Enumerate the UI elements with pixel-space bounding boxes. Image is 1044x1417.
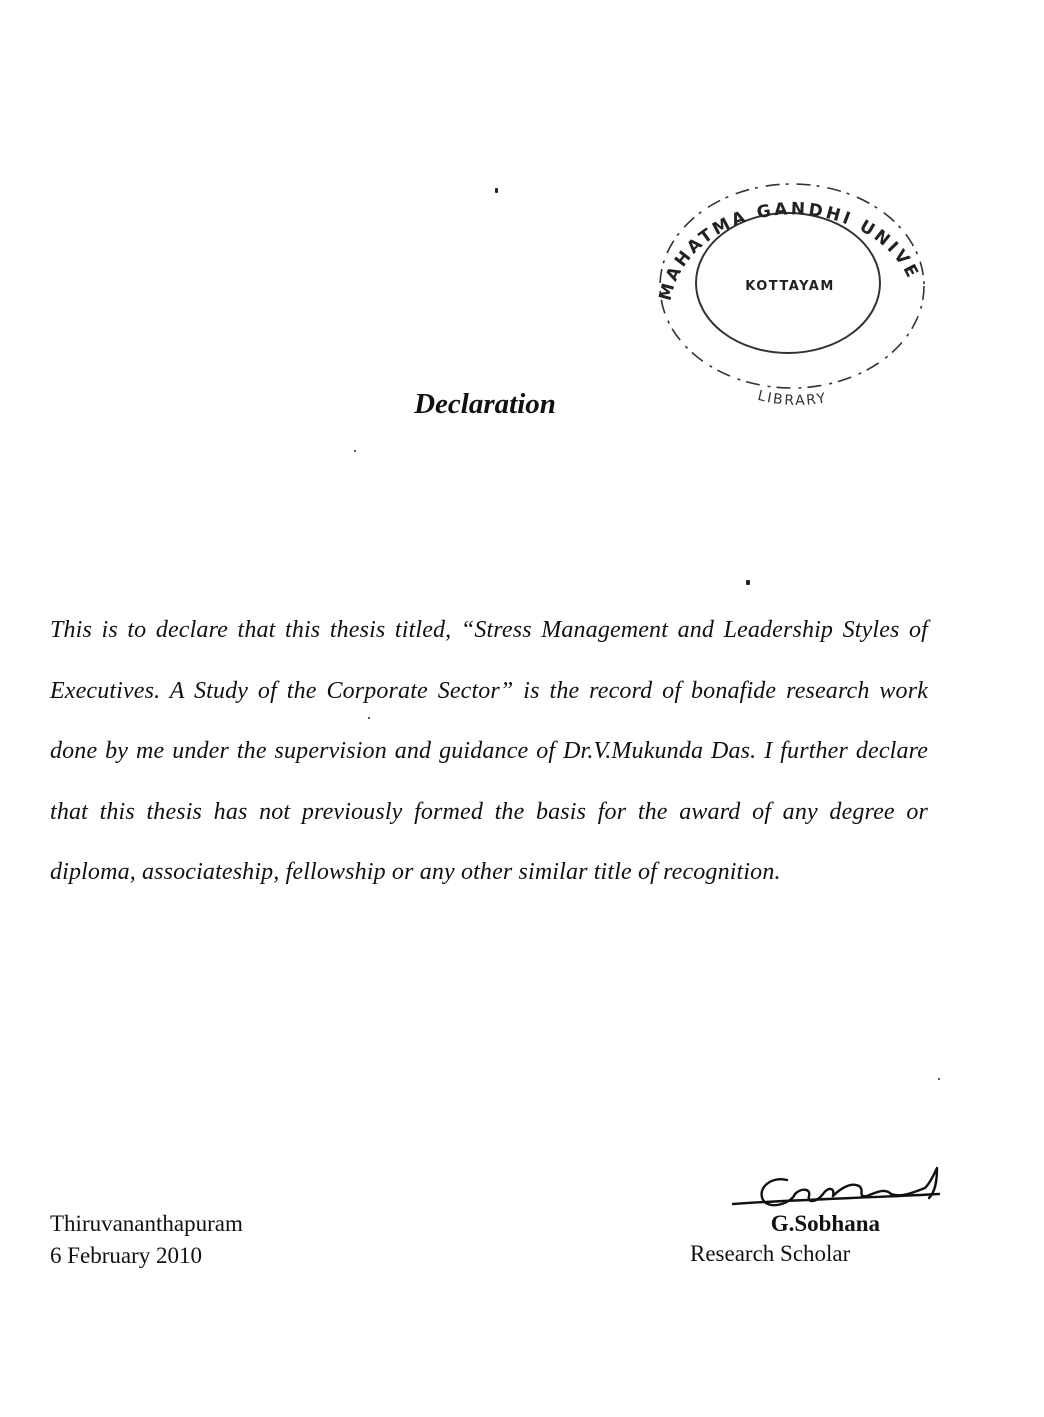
university-seal <box>640 178 945 408</box>
signer-role: Research Scholar <box>690 1241 851 1266</box>
scan-speck <box>938 1078 940 1080</box>
page-title: Declaration <box>414 388 556 420</box>
scan-speck <box>495 188 498 193</box>
scan-speck <box>354 450 356 452</box>
place-date-block <box>50 1208 243 1272</box>
place-text: Thiruvananthapuram <box>50 1211 243 1236</box>
scan-speck <box>746 580 750 585</box>
signer-name: G.Sobhana <box>770 1211 880 1236</box>
date-text: 6 February 2010 <box>50 1243 203 1268</box>
svg-text:KOTTAYAM: KOTTAYAM <box>745 279 835 294</box>
svg-text:MAHATMA GANDHI UNIVERSITY: MAHATMA GANDHI UNIVE <box>655 199 924 303</box>
declaration-body: This is to declare that this thesis titled, “Stress Management and Leadership Styles of Executives. A Study of the Corporate Sector” is the record of bonafide research work done by me under the supervision and guidance of Dr.V.Mukunda Das. I further declare that this thesis has not previously formed the basis for the award of any degree or diploma, associateship, fellowship or any other similar title of recognition. <box>50 617 928 885</box>
svg-text:LIBRARY: LIBRARY <box>755 387 829 408</box>
